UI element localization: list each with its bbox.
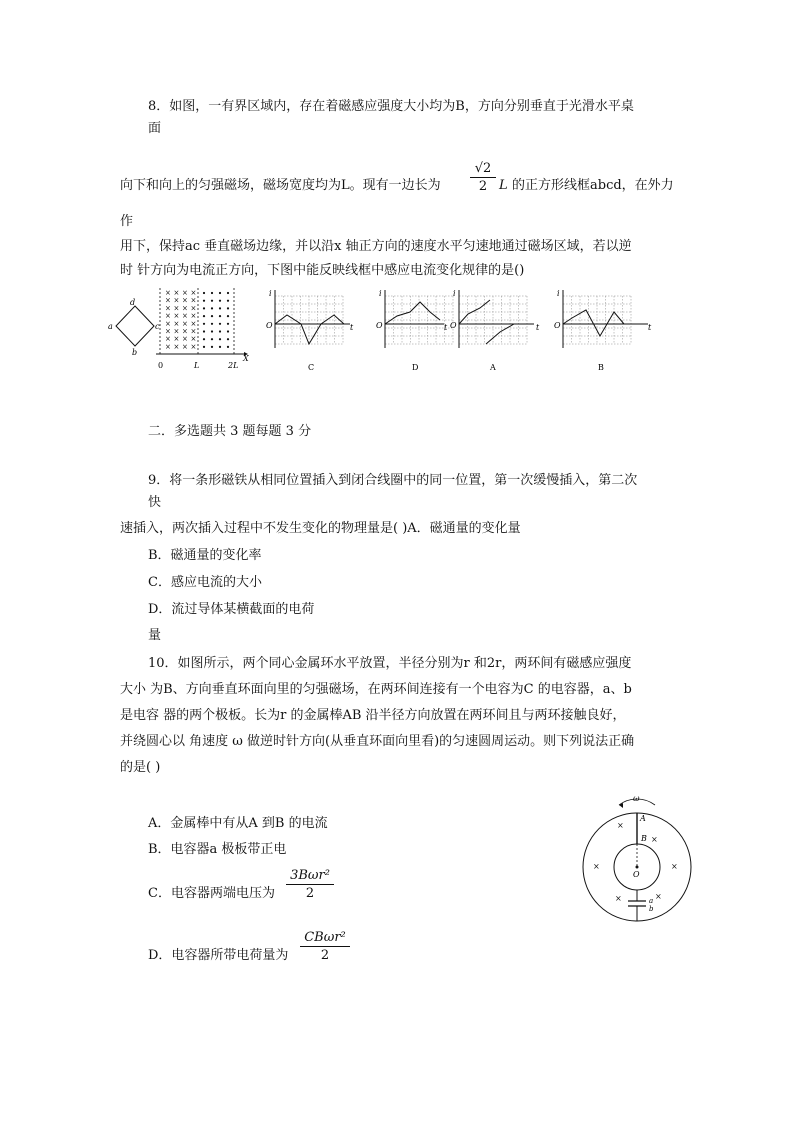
graph-A — [450, 289, 540, 372]
svg-text:O: O — [266, 321, 273, 330]
field-dot-mark — [211, 323, 213, 325]
q8-fraction — [470, 161, 496, 194]
q8-line4: 时 针方向为电流正方向，下图中能反映线框中感应电流变化规律的是() — [120, 263, 525, 278]
svg-text:O: O — [376, 321, 383, 330]
q8-line3: 用下，保持ac 垂直磁场边缘，并以沿x 轴正方向的速度水平匀速地通过磁场区域，若以逆 — [120, 239, 632, 254]
field-dot-mark — [211, 292, 213, 294]
field-dot-mark — [203, 338, 205, 340]
field-x-mark: × — [190, 335, 197, 344]
field-x-mark: × — [173, 335, 180, 344]
label-b: b — [649, 905, 654, 913]
axis-2L: 2L — [228, 361, 239, 370]
field-x-mark: × — [165, 327, 171, 336]
field-dot-mark — [219, 315, 221, 317]
field-dot-mark — [203, 300, 205, 302]
svg-text:×: × — [671, 862, 678, 871]
field-x-mark: × — [182, 335, 188, 344]
svg-text:O: O — [554, 321, 561, 330]
field-into-page — [165, 289, 196, 351]
axis-X: X — [243, 354, 249, 363]
field-x-mark: × — [165, 335, 171, 344]
field-dot-mark — [219, 300, 221, 302]
field-dot-mark — [203, 315, 205, 317]
field-dot-mark — [227, 307, 229, 309]
field-x-mark: × — [173, 319, 180, 328]
field-dot-mark — [211, 307, 213, 309]
q10-option-a: A．金属棒中有从A 到B 的电流 — [148, 816, 328, 831]
q10-line1: 10．如图所示，两个同心金属环水平放置，半径分别为r 和2r，两环间有磁感应强度 — [148, 656, 632, 671]
field-x-mark: × — [190, 304, 197, 313]
field-x-marks — [593, 821, 678, 903]
field-dot-mark — [219, 307, 221, 309]
graph-C-label: C — [308, 363, 315, 372]
field-dot-mark — [219, 292, 221, 294]
field-dot-mark — [219, 323, 221, 325]
field-x-mark: × — [165, 304, 171, 313]
svg-text:i: i — [557, 289, 560, 298]
field-x-mark: × — [182, 289, 188, 297]
q8-line2c: 作 — [120, 214, 134, 229]
field-dot-mark — [211, 330, 213, 332]
q9-option-c: C．感应电流的大小 — [148, 575, 262, 590]
field-x-mark: × — [173, 296, 180, 305]
field-dot-mark — [203, 346, 205, 348]
q9-option-d-cont: 量 — [148, 628, 162, 643]
label-c: c — [155, 322, 160, 331]
graph-D — [376, 289, 454, 372]
q10-ring-figure — [575, 795, 695, 925]
graph-B-label: B — [598, 363, 604, 372]
q9-option-b: B．磁通量的变化率 — [148, 548, 262, 563]
svg-text:t: t — [648, 323, 652, 332]
field-x-mark: × — [182, 327, 188, 336]
q10-option-d-prefix: D．电容器所带电荷量为 — [148, 948, 289, 963]
q9-line1b: 快 — [148, 495, 162, 510]
q8-line2a: 向下和向上的匀强磁场，磁场宽度均为L。现有一边长为 — [120, 178, 441, 193]
field-dot-mark — [227, 292, 229, 294]
q8-frac-den: 2 — [478, 179, 488, 194]
field-dot-mark — [211, 338, 213, 340]
field-x-mark: × — [190, 319, 197, 328]
svg-text:×: × — [593, 862, 600, 871]
field-dot-mark — [227, 338, 229, 340]
graph-C — [266, 289, 354, 372]
q9-line2: 速插入，两次插入过程中不发生变化的物理量是( )A．磁通量的变化量 — [120, 521, 521, 536]
q10-option-b: B．电容器a 极板带正电 — [148, 842, 287, 857]
field-x-mark: × — [190, 327, 197, 336]
q10-line4: 并绕圆心以 角速度 ω 做逆时针方向(从垂直环面向里看)的匀速圆周运动。则下列说法正确 — [120, 734, 635, 749]
q10-option-c-prefix: C．电容器两端电压为 — [148, 886, 275, 901]
q10-option-c-fraction: 3Bωr² 2 — [286, 868, 334, 901]
field-dot-mark — [219, 346, 221, 348]
svg-text:×: × — [651, 835, 658, 844]
q8-line2b: 的正方形线框abcd，在外力 — [512, 178, 674, 193]
field-x-mark: × — [190, 312, 197, 321]
q10-line3: 是电容 器的两个极板。长为r 的金属棒AB 沿半径方向放置在两环间且与两环接触良好， — [120, 708, 626, 723]
field-dot-mark — [203, 323, 205, 325]
field-x-mark: × — [165, 296, 171, 305]
field-out-of-page — [203, 292, 229, 348]
field-dot-mark — [203, 330, 205, 332]
field-x-mark: × — [190, 289, 197, 297]
field-x-mark: × — [190, 296, 197, 305]
svg-text:t: t — [536, 323, 540, 332]
q8-frac-num: √2 — [470, 161, 496, 178]
svg-text:×: × — [615, 894, 622, 903]
field-x-mark: × — [173, 312, 180, 321]
q8-frac-L: L — [499, 178, 508, 193]
svg-text:i: i — [453, 289, 456, 298]
svg-text:i: i — [379, 289, 382, 298]
label-a: a — [649, 897, 654, 905]
graph-B — [554, 289, 652, 372]
field-x-mark: × — [165, 312, 171, 321]
field-dot-mark — [227, 315, 229, 317]
field-x-mark: × — [165, 289, 171, 297]
svg-text:O: O — [450, 321, 457, 330]
field-x-mark: × — [173, 304, 180, 313]
q8-line1b: 面 — [148, 121, 162, 136]
field-dot-mark — [227, 323, 229, 325]
label-A: A — [640, 814, 646, 823]
field-dot-mark — [227, 346, 229, 348]
field-x-mark: × — [182, 342, 188, 351]
field-dot-mark — [227, 300, 229, 302]
field-x-mark: × — [182, 312, 188, 321]
center-point — [636, 866, 639, 869]
field-dot-mark — [211, 346, 213, 348]
field-dot-mark — [211, 315, 213, 317]
square-loop — [116, 306, 154, 346]
field-x-mark: × — [173, 327, 180, 336]
section2-heading: 二．多选题共 3 题每题 3 分 — [148, 424, 312, 439]
field-x-mark: × — [173, 289, 180, 297]
field-dot-mark — [203, 307, 205, 309]
label-b: b — [132, 348, 138, 357]
axis-L: L — [194, 361, 200, 370]
graph-D-label: D — [412, 363, 419, 372]
q8-figure — [108, 284, 668, 376]
q9-line1: 9．将一条形磁铁从相同位置插入到闭合线圈中的同一位置，第一次缓慢插入，第二次 — [148, 473, 638, 488]
field-x-mark: × — [165, 319, 171, 328]
field-x-mark: × — [182, 304, 188, 313]
svg-text:i: i — [269, 289, 272, 298]
svg-text:×: × — [655, 892, 662, 901]
label-omega: ω — [633, 795, 640, 803]
field-dot-mark — [227, 330, 229, 332]
q10-line5: 的是( ) — [120, 760, 161, 775]
field-x-mark: × — [182, 296, 188, 305]
field-dot-mark — [203, 292, 205, 294]
graph-A-label: A — [490, 363, 496, 372]
q10-option-d-fraction: CBωr² 2 — [300, 930, 350, 963]
field-x-mark: × — [165, 342, 171, 351]
field-dot-mark — [219, 338, 221, 340]
svg-text:t: t — [444, 323, 448, 332]
q10-line2: 大小 为B、方向垂直环面向里的匀强磁场，在两环间连接有一个电容为C 的电容器，a、b — [120, 682, 632, 697]
axis-0: 0 — [158, 361, 164, 370]
svg-text:t: t — [350, 323, 354, 332]
field-x-mark: × — [182, 319, 188, 328]
q8-line1: 8．如图，一有界区域内，存在着磁感应强度大小均为B，方向分别垂直于光滑水平桌 — [148, 99, 634, 114]
field-dot-mark — [211, 300, 213, 302]
label-a: a — [108, 322, 113, 331]
label-O: O — [633, 870, 640, 879]
label-d: d — [130, 298, 136, 307]
svg-text:×: × — [617, 821, 624, 830]
q9-option-d: D．流过导体某横截面的电荷 — [148, 602, 315, 617]
field-x-mark: × — [190, 342, 197, 351]
field-dot-mark — [219, 330, 221, 332]
field-x-mark: × — [173, 342, 180, 351]
label-B: B — [641, 834, 647, 843]
